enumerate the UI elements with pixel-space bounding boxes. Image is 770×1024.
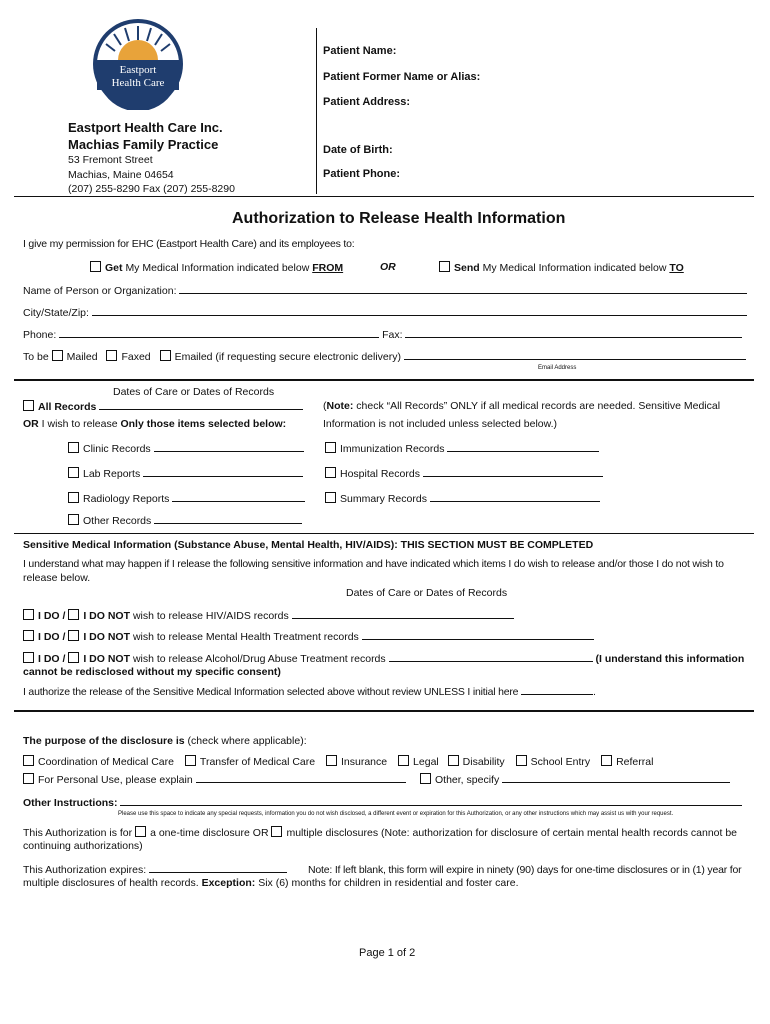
instructions-hint: Please use this space to indicate any special requests, information you do not wish disclosed, a different event or expiration for this Authorization, or any other instructions which may assist us with your request. (118, 811, 674, 817)
referral-checkbox[interactable] (601, 755, 612, 766)
org-phone-fax: (207) 255-8290 Fax (207) 255-8290 (68, 183, 235, 195)
get-checkbox[interactable] (90, 261, 101, 272)
other-specify-row: Other, specify (420, 773, 730, 786)
expires-input[interactable] (149, 863, 287, 873)
authorize-initial-row: I authorize the release of the Sensitive Medical Information selected above without review UNLESS I initial here . (23, 686, 596, 698)
insurance-checkbox[interactable] (326, 755, 337, 766)
delivery-row: To be Mailed Faxed Emailed (if requesting secure electronic delivery) (23, 350, 746, 363)
patient-former-name-label: Patient Former Name or Alias: (323, 71, 481, 83)
phone-row: Phone: Fax: (23, 328, 742, 341)
logo (92, 18, 184, 110)
coordination-checkbox[interactable] (23, 755, 34, 766)
sensitive-understand: I understand what may happen if I release the following sensitive information and have indicated which items I do wish to release and/or those I do not wish to (23, 558, 724, 570)
header-rule (14, 196, 754, 197)
or-wish-text: OR I wish to release Only those items selected below: (23, 418, 287, 430)
city-input[interactable] (92, 306, 747, 316)
other-specify-checkbox[interactable] (420, 773, 431, 784)
all-records-dates-input[interactable] (99, 400, 303, 410)
summary-records-input[interactable] (430, 492, 600, 502)
continuing-note: continuing authorizations) (23, 840, 143, 852)
hiv-row: I DO / I DO NOT wish to release HIV/AIDS records (23, 609, 514, 622)
lab-reports-input[interactable] (143, 467, 303, 477)
name-org-row: Name of Person or Organization: (23, 284, 747, 297)
all-records-checkbox[interactable] (23, 400, 34, 411)
personal-use-input[interactable] (196, 773, 406, 783)
permission-text: I give my permission for EHC (Eastport Health Care) and its employees to: (23, 238, 355, 250)
sensitive-top-rule (14, 533, 754, 534)
org-street: 53 Fremont Street (68, 154, 153, 166)
summary-records-option[interactable]: Summary Records (325, 492, 600, 505)
lab-reports-option[interactable]: Lab Reports (68, 467, 303, 480)
sensitive-dates-label: Dates of Care or Dates of Records (346, 587, 508, 599)
mailed-checkbox[interactable] (52, 350, 63, 361)
other-instructions-input[interactable] (120, 796, 742, 806)
alcohol-dates-input[interactable] (389, 652, 593, 662)
alcohol-drug-row: I DO / I DO NOT wish to release Alcohol/Drug Abuse Treatment records (I understand this information (23, 652, 744, 665)
immunization-records-option[interactable]: Immunization Records (325, 442, 599, 455)
personal-use-checkbox[interactable] (23, 773, 34, 784)
radiology-reports-checkbox[interactable] (68, 492, 79, 503)
mental-dates-input[interactable] (362, 630, 594, 640)
email-input[interactable] (404, 350, 746, 360)
purpose-top-rule (14, 710, 754, 712)
hospital-records-checkbox[interactable] (325, 467, 336, 478)
hiv-dates-input[interactable] (292, 609, 514, 619)
org-name: Eastport Health Care Inc. (68, 120, 223, 135)
purpose-options-row: Coordination of Medical Care Transfer of Medical Care Insurance Legal Disability School Entry Referral (23, 755, 653, 768)
multiple-checkbox[interactable] (271, 826, 282, 837)
hospital-records-option[interactable]: Hospital Records (325, 467, 603, 480)
lab-reports-checkbox[interactable] (68, 467, 79, 478)
expires-row: This Authorization expires: Note: If left blank, this form will expire in ninety (90) days for one-time disclosures or in (1) year for (23, 864, 742, 876)
alcohol-idonot-checkbox[interactable] (68, 652, 79, 663)
phone-input[interactable] (59, 328, 379, 338)
or-label: OR (380, 261, 396, 273)
hospital-records-input[interactable] (423, 467, 603, 477)
patient-name-label: Patient Name: (323, 45, 397, 57)
disability-checkbox[interactable] (448, 755, 459, 766)
authorization-for-row: This Authorization is for a one-time disclosure OR multiple disclosures (Note: authorization for disclosure of certain mental health records cannot be (23, 827, 738, 839)
school-entry-checkbox[interactable] (516, 755, 527, 766)
immunization-records-checkbox[interactable] (325, 442, 336, 453)
form-title: Authorization to Release Health Information (232, 210, 566, 227)
logo-text-line1: Eastport (119, 64, 157, 76)
get-option[interactable]: Get My Medical Information indicated below FROM (90, 261, 343, 274)
other-records-checkbox[interactable] (68, 514, 79, 525)
clinic-records-checkbox[interactable] (68, 442, 79, 453)
clinic-records-option[interactable]: Clinic Records (68, 442, 304, 455)
logo-text-line2: Health Care (111, 77, 165, 89)
patient-dob-label: Date of Birth: (323, 144, 393, 156)
hiv-idonot-checkbox[interactable] (68, 609, 79, 620)
patient-address-label: Patient Address: (323, 96, 411, 108)
other-records-option[interactable]: Other Records (68, 514, 302, 527)
sensitive-understand-line2: release below. (23, 572, 91, 584)
page-number: Page 1 of 2 (359, 947, 416, 959)
alcohol-ido-checkbox[interactable] (23, 652, 34, 663)
other-specify-input[interactable] (502, 773, 730, 783)
radiology-reports-input[interactable] (172, 492, 305, 502)
patient-phone-label: Patient Phone: (323, 168, 401, 180)
org-practice: Machias Family Practice (68, 137, 219, 152)
redisclosed-note: cannot be redisclosed without my specific consent) (23, 666, 281, 678)
immunization-records-input[interactable] (447, 442, 599, 452)
faxed-checkbox[interactable] (106, 350, 117, 361)
mental-ido-checkbox[interactable] (23, 630, 34, 641)
initial-input[interactable] (521, 685, 593, 695)
one-time-checkbox[interactable] (135, 826, 146, 837)
clinic-records-input[interactable] (154, 442, 304, 452)
records-note-line2: Information is not included unless selected below.) (323, 418, 558, 430)
email-address-caption: Email Address (538, 365, 577, 371)
mental-health-row: I DO / I DO NOT wish to release Mental Health Treatment records (23, 630, 594, 643)
send-option[interactable]: Send My Medical Information indicated below TO (439, 261, 684, 274)
records-dates-label: Dates of Care or Dates of Records (113, 386, 275, 398)
summary-records-checkbox[interactable] (325, 492, 336, 503)
radiology-reports-option[interactable]: Radiology Reports (68, 492, 305, 505)
emailed-checkbox[interactable] (160, 350, 171, 361)
other-records-input[interactable] (154, 514, 302, 524)
purpose-label: The purpose of the disclosure is (check where applicable): (23, 735, 307, 747)
send-checkbox[interactable] (439, 261, 450, 272)
other-instructions-row: Other Instructions: (23, 796, 742, 809)
mental-idonot-checkbox[interactable] (68, 630, 79, 641)
records-note: (Note: check “All Records” ONLY if all medical records are needed. Sensitive Medical (323, 400, 721, 412)
hiv-ido-checkbox[interactable] (23, 609, 34, 620)
all-records-option[interactable]: All Records (23, 400, 303, 413)
fax-input[interactable] (405, 328, 742, 338)
records-rule (14, 379, 754, 381)
expiration-note-line2: multiple disclosures of health records. Exception: Six (6) months for children in residential and foster care. (23, 877, 519, 889)
personal-use-row: For Personal Use, please explain (23, 773, 406, 786)
org-city: Machias, Maine 04654 (68, 169, 174, 181)
city-row: City/State/Zip: (23, 306, 747, 319)
sensitive-heading: Sensitive Medical Information (Substance Abuse, Mental Health, HIV/AIDS): THIS SECTION MUST BE COMPLETED (23, 539, 594, 551)
header-divider (316, 28, 317, 194)
name-org-input[interactable] (179, 284, 747, 294)
transfer-checkbox[interactable] (185, 755, 196, 766)
legal-checkbox[interactable] (398, 755, 409, 766)
